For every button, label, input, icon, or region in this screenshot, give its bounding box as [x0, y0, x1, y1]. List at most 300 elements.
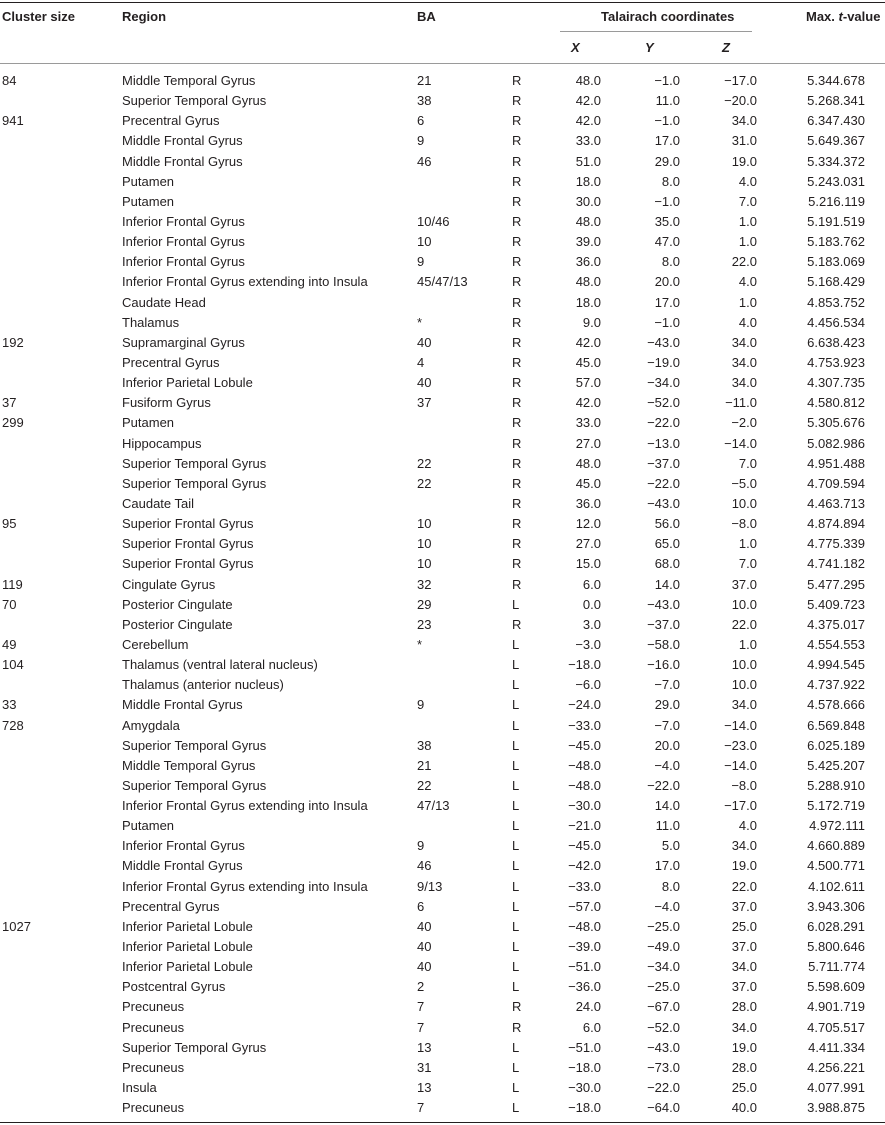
region-cell: Precentral Gyrus	[122, 113, 220, 129]
hemisphere-cell: L	[512, 677, 520, 693]
table-row	[0, 513, 885, 533]
cluster-size-cell: 37	[2, 395, 17, 411]
table-row	[0, 654, 885, 674]
x-coordinate-cell: 12.0	[575, 516, 601, 532]
hemisphere-cell: L	[512, 898, 520, 914]
max-t-value-cell: 4.737.922	[807, 677, 865, 693]
y-coordinate-cell: 17.0	[654, 858, 680, 874]
table-row	[0, 594, 885, 614]
ba-cell: 9	[417, 697, 425, 713]
x-coordinate-cell: 33.0	[575, 133, 601, 149]
max-t-value-cell: 6.569.848	[807, 717, 865, 733]
region-cell: Precentral Gyrus	[122, 898, 220, 914]
x-coordinate-cell: −18.0	[568, 1059, 601, 1075]
z-coordinate-cell: 10.0	[731, 677, 757, 693]
z-coordinate-cell: 19.0	[731, 858, 757, 874]
y-coordinate-cell: 29.0	[654, 697, 680, 713]
hemisphere-cell: L	[512, 697, 520, 713]
x-coordinate-cell: −45.0	[568, 737, 601, 753]
hemisphere-cell: R	[512, 395, 522, 411]
max-t-value-cell: 4.102.611	[808, 878, 865, 894]
z-coordinate-cell: −11.0	[725, 395, 757, 411]
z-coordinate-cell: 37.0	[731, 898, 757, 914]
hemisphere-cell: L	[512, 777, 520, 793]
y-coordinate-cell: −4.0	[654, 757, 680, 773]
max-t-value-cell: 4.660.889	[807, 838, 865, 854]
table-row	[0, 553, 885, 573]
z-coordinate-cell: 34.0	[731, 334, 757, 350]
x-coordinate-cell: 36.0	[575, 495, 601, 511]
ba-cell: 10	[417, 536, 432, 552]
hemisphere-cell: R	[512, 556, 522, 572]
x-coordinate-cell: −45.0	[568, 838, 601, 854]
max-t-value-cell: 4.077.991	[807, 1080, 865, 1096]
ba-cell: 29	[417, 596, 432, 612]
region-cell: Thalamus (ventral lateral nucleus)	[122, 657, 318, 673]
ba-cell: 38	[417, 737, 432, 753]
hemisphere-cell: L	[512, 717, 520, 733]
y-coordinate-cell: −37.0	[647, 455, 680, 471]
region-cell: Superior Temporal Gyrus	[122, 455, 267, 471]
ba-cell: 21	[417, 73, 432, 88]
x-coordinate-cell: 48.0	[575, 213, 601, 229]
z-coordinate-cell: 4.0	[738, 173, 757, 189]
x-coordinate-cell: 9.0	[582, 314, 601, 330]
hemisphere-cell: R	[512, 536, 522, 552]
region-cell: Superior Temporal Gyrus	[122, 1039, 267, 1055]
z-coordinate-cell: 10.0	[731, 596, 757, 612]
ba-cell: 10	[417, 516, 432, 532]
x-coordinate-cell: −42.0	[568, 858, 601, 874]
table-row	[0, 352, 885, 372]
y-coordinate-cell: 17.0	[654, 294, 680, 310]
hemisphere-cell: R	[512, 234, 522, 250]
max-t-value-cell: 4.709.594	[807, 475, 865, 491]
x-coordinate-cell: 48.0	[575, 73, 601, 88]
max-t-value-cell: 4.463.713	[807, 495, 865, 511]
hemisphere-cell: R	[512, 294, 522, 310]
max-t-value-cell: 5.172.719	[807, 798, 865, 814]
y-coordinate-cell: 8.0	[661, 173, 680, 189]
hemisphere-cell: R	[512, 576, 522, 592]
cluster-size-cell: 95	[2, 516, 17, 532]
cluster-size-cell: 49	[2, 636, 17, 652]
hemisphere-cell: L	[512, 596, 520, 612]
table-row	[0, 1077, 885, 1097]
y-coordinate-cell: 11.0	[655, 93, 680, 109]
cluster-size-cell: 119	[2, 576, 23, 592]
max-t-value-cell: 4.411.334	[808, 1039, 865, 1055]
y-coordinate-cell: −25.0	[647, 918, 680, 934]
max-t-value-cell: 4.775.339	[807, 536, 865, 552]
header-ba: BA	[417, 9, 436, 24]
y-coordinate-cell: 68.0	[654, 556, 680, 572]
max-t-value-cell: 3.988.875	[807, 1100, 865, 1116]
table-body	[0, 70, 885, 1117]
x-coordinate-cell: −18.0	[568, 1100, 601, 1116]
hemisphere-cell: L	[512, 1080, 520, 1096]
y-coordinate-cell: −43.0	[647, 334, 680, 350]
z-coordinate-cell: 40.0	[731, 1100, 757, 1116]
max-t-value-cell: 5.598.609	[807, 979, 865, 995]
y-coordinate-cell: −1.0	[654, 193, 680, 209]
table-row	[0, 1057, 885, 1077]
table-row	[0, 876, 885, 896]
header-t-italic: t	[838, 9, 843, 24]
ba-cell: 47/13	[417, 798, 450, 814]
ba-cell: 9/13	[417, 878, 443, 894]
table-row	[0, 151, 885, 171]
ba-cell: 10	[417, 556, 432, 572]
cluster-size-cell: 33	[2, 697, 17, 713]
region-cell: Middle Frontal Gyrus	[122, 697, 243, 713]
x-coordinate-cell: 18.0	[575, 173, 601, 189]
z-coordinate-cell: 37.0	[731, 576, 757, 592]
bottom-rule	[0, 1122, 885, 1123]
ba-cell: 10/46	[417, 213, 450, 229]
region-cell: Precentral Gyrus	[122, 354, 220, 370]
region-cell: Inferior Frontal Gyrus extending into Insula	[122, 798, 368, 814]
x-coordinate-cell: −48.0	[568, 757, 601, 773]
table-row	[0, 392, 885, 412]
y-coordinate-cell: −34.0	[647, 959, 680, 975]
table-row	[0, 130, 885, 150]
z-coordinate-cell: 7.0	[738, 193, 757, 209]
z-coordinate-cell: 7.0	[738, 455, 757, 471]
z-coordinate-cell: 4.0	[738, 274, 757, 290]
max-t-value-cell: 5.183.069	[807, 254, 865, 270]
y-coordinate-cell: 8.0	[661, 878, 680, 894]
hemisphere-cell: R	[512, 254, 522, 270]
hemisphere-cell: L	[512, 838, 520, 854]
max-t-value-cell: 5.711.774	[808, 959, 865, 975]
z-coordinate-cell: −23.0	[724, 737, 757, 753]
ba-cell: 9	[417, 254, 425, 270]
max-t-value-cell: 4.741.182	[807, 556, 865, 572]
region-cell: Posterior Cingulate	[122, 616, 233, 632]
max-t-value-cell: 4.705.517	[807, 1019, 865, 1035]
x-coordinate-cell: −48.0	[568, 777, 601, 793]
y-coordinate-cell: 11.0	[655, 818, 680, 834]
z-coordinate-cell: 1.0	[738, 294, 757, 310]
max-t-value-cell: 6.025.189	[807, 737, 865, 753]
max-t-value-cell: 4.753.923	[807, 354, 865, 370]
header-max-prefix: Max.	[806, 9, 839, 24]
max-t-value-cell: 4.901.719	[807, 999, 865, 1015]
max-t-value-cell: 5.344.678	[807, 73, 865, 88]
max-t-value-cell: 5.216.119	[808, 193, 865, 209]
y-coordinate-cell: −67.0	[647, 999, 680, 1015]
table-row	[0, 815, 885, 835]
region-cell: Cingulate Gyrus	[122, 576, 216, 592]
hemisphere-cell: L	[512, 918, 520, 934]
max-t-value-cell: 6.347.430	[807, 113, 865, 129]
ba-cell: 13	[417, 1039, 432, 1055]
region-cell: Putamen	[122, 173, 175, 189]
y-coordinate-cell: 14.0	[654, 798, 680, 814]
table-row	[0, 574, 885, 594]
top-rule	[0, 2, 885, 3]
x-coordinate-cell: 18.0	[575, 294, 601, 310]
region-cell: Superior Temporal Gyrus	[122, 475, 267, 491]
cluster-size-cell: 728	[2, 717, 24, 733]
y-coordinate-cell: 14.0	[654, 576, 680, 592]
region-cell: Inferior Parietal Lobule	[122, 959, 253, 975]
x-coordinate-cell: −36.0	[568, 979, 601, 995]
table-row	[0, 1037, 885, 1057]
hemisphere-cell: R	[512, 999, 522, 1015]
hemisphere-cell: L	[512, 657, 520, 673]
z-coordinate-cell: −8.0	[731, 516, 757, 532]
z-coordinate-cell: 1.0	[738, 213, 757, 229]
region-cell: Inferior Frontal Gyrus	[122, 234, 245, 250]
max-t-value-cell: 4.994.545	[807, 657, 865, 673]
y-coordinate-cell: 17.0	[654, 133, 680, 149]
y-coordinate-cell: −16.0	[647, 657, 680, 673]
x-coordinate-cell: 39.0	[575, 234, 601, 250]
y-coordinate-cell: −49.0	[647, 939, 680, 955]
x-coordinate-cell: 42.0	[575, 334, 601, 350]
region-cell: Caudate Head	[122, 294, 206, 310]
hemisphere-cell: R	[512, 455, 522, 471]
table-row	[0, 292, 885, 312]
ba-cell: 10	[417, 234, 432, 250]
max-t-value-cell: 5.425.207	[807, 757, 865, 773]
region-cell: Inferior Frontal Gyrus	[122, 254, 245, 270]
table-row	[0, 775, 885, 795]
x-coordinate-cell: −3.0	[575, 636, 601, 652]
hemisphere-cell: R	[512, 193, 522, 209]
region-cell: Thalamus	[122, 314, 180, 330]
z-coordinate-cell: 37.0	[731, 939, 757, 955]
ba-cell: 4	[417, 354, 425, 370]
table-row	[0, 795, 885, 815]
table-row	[0, 90, 885, 110]
table-row	[0, 694, 885, 714]
x-coordinate-cell: −30.0	[568, 798, 601, 814]
region-cell: Superior Temporal Gyrus	[122, 93, 267, 109]
region-cell: Middle Temporal Gyrus	[122, 757, 256, 773]
y-coordinate-cell: −22.0	[647, 475, 680, 491]
hemisphere-cell: R	[512, 375, 522, 391]
x-coordinate-cell: −33.0	[568, 717, 601, 733]
table-row	[0, 231, 885, 251]
z-coordinate-cell: −20.0	[724, 93, 757, 109]
ba-cell: 22	[417, 475, 432, 491]
table-row	[0, 634, 885, 654]
y-coordinate-cell: −64.0	[647, 1100, 680, 1116]
y-coordinate-cell: 8.0	[661, 254, 680, 270]
x-coordinate-cell: 42.0	[575, 395, 601, 411]
region-cell: Inferior Frontal Gyrus extending into Insula	[122, 274, 368, 290]
x-coordinate-cell: 27.0	[575, 435, 601, 451]
cluster-size-cell: 104	[2, 657, 24, 673]
y-coordinate-cell: 5.0	[661, 838, 680, 854]
region-cell: Middle Frontal Gyrus	[122, 858, 243, 874]
region-cell: Precuneus	[122, 1019, 185, 1035]
hemisphere-cell: R	[512, 516, 522, 532]
z-coordinate-cell: −14.0	[724, 757, 757, 773]
y-coordinate-cell: −52.0	[647, 1019, 680, 1035]
region-cell: Superior Frontal Gyrus	[122, 556, 254, 572]
x-coordinate-cell: 48.0	[575, 455, 601, 471]
coords-subrule	[560, 31, 752, 32]
ba-cell: 7	[417, 999, 425, 1015]
hemisphere-cell: R	[512, 153, 522, 169]
region-cell: Fusiform Gyrus	[122, 395, 211, 411]
z-coordinate-cell: 1.0	[738, 536, 757, 552]
hemisphere-cell: L	[512, 979, 520, 995]
x-coordinate-cell: 24.0	[575, 999, 601, 1015]
ba-cell: 40	[417, 939, 432, 955]
y-coordinate-cell: −7.0	[654, 717, 680, 733]
hemisphere-cell: R	[512, 213, 522, 229]
x-coordinate-cell: 42.0	[575, 93, 601, 109]
x-coordinate-cell: 48.0	[575, 274, 601, 290]
hemisphere-cell: L	[512, 1059, 520, 1075]
ba-cell: 7	[417, 1019, 425, 1035]
z-coordinate-cell: −14.0	[724, 717, 757, 733]
y-coordinate-cell: −1.0	[654, 113, 680, 129]
region-cell: Inferior Parietal Lobule	[122, 375, 253, 391]
x-coordinate-cell: 33.0	[575, 415, 601, 431]
hemisphere-cell: L	[512, 878, 520, 894]
z-coordinate-cell: 34.0	[731, 113, 757, 129]
ba-cell: 31	[417, 1059, 432, 1075]
ba-cell: 9	[417, 838, 425, 854]
ba-cell: 21	[417, 757, 432, 773]
region-cell: Inferior Frontal Gyrus	[122, 213, 245, 229]
table-row	[0, 996, 885, 1016]
ba-cell: 6	[417, 898, 425, 914]
cluster-size-cell: 1027	[2, 918, 31, 934]
z-coordinate-cell: 7.0	[738, 556, 757, 572]
ba-cell: 13	[417, 1080, 432, 1096]
table-row	[0, 614, 885, 634]
y-coordinate-cell: 20.0	[654, 737, 680, 753]
hemisphere-cell: L	[512, 737, 520, 753]
hemisphere-cell: L	[512, 939, 520, 955]
header-value-suffix: -value	[842, 9, 881, 24]
x-coordinate-cell: −39.0	[568, 939, 601, 955]
x-coordinate-cell: 36.0	[575, 254, 601, 270]
max-t-value-cell: 5.305.676	[807, 415, 865, 431]
y-coordinate-cell: −37.0	[647, 616, 680, 632]
cluster-size-cell: 299	[2, 415, 24, 431]
ba-cell: *	[417, 636, 423, 652]
max-t-value-cell: 4.554.553	[807, 636, 865, 652]
max-t-value-cell: 4.578.666	[807, 697, 865, 713]
max-t-value-cell: 5.288.910	[807, 777, 865, 793]
table-row	[0, 1097, 885, 1117]
max-t-value-cell: 5.477.295	[807, 576, 865, 592]
z-coordinate-cell: −8.0	[731, 777, 757, 793]
region-cell: Postcentral Gyrus	[122, 979, 226, 995]
y-coordinate-cell: 29.0	[654, 153, 680, 169]
table-row	[0, 916, 885, 936]
z-coordinate-cell: 34.0	[731, 697, 757, 713]
hemisphere-cell: R	[512, 93, 522, 109]
hemisphere-cell: R	[512, 1019, 522, 1035]
x-coordinate-cell: −30.0	[568, 1080, 601, 1096]
hemisphere-cell: R	[512, 274, 522, 290]
region-cell: Supramarginal Gyrus	[122, 334, 245, 350]
x-coordinate-cell: 27.0	[575, 536, 601, 552]
z-coordinate-cell: 31.0	[731, 133, 757, 149]
hemisphere-cell: R	[512, 616, 522, 632]
header-y: Y	[645, 40, 654, 55]
y-coordinate-cell: 20.0	[654, 274, 680, 290]
region-cell: Thalamus (anterior nucleus)	[122, 677, 284, 693]
table-row	[0, 110, 885, 130]
x-coordinate-cell: 51.0	[575, 153, 601, 169]
region-cell: Posterior Cingulate	[122, 596, 233, 612]
max-t-value-cell: 5.334.372	[807, 153, 865, 169]
x-coordinate-cell: −57.0	[568, 898, 601, 914]
x-coordinate-cell: −18.0	[568, 657, 601, 673]
table-row	[0, 271, 885, 291]
y-coordinate-cell: −43.0	[647, 495, 680, 511]
hemisphere-cell: L	[512, 959, 520, 975]
ba-cell: 46	[417, 153, 432, 169]
region-cell: Putamen	[122, 193, 175, 209]
y-coordinate-cell: 35.0	[654, 213, 680, 229]
y-coordinate-cell: −19.0	[647, 354, 680, 370]
x-coordinate-cell: −51.0	[568, 959, 601, 975]
hemisphere-cell: R	[512, 173, 522, 189]
y-coordinate-cell: −52.0	[647, 395, 680, 411]
region-cell: Putamen	[122, 415, 175, 431]
z-coordinate-cell: 22.0	[731, 616, 757, 632]
region-cell: Precuneus	[122, 999, 185, 1015]
z-coordinate-cell: 28.0	[731, 1059, 757, 1075]
region-cell: Inferior Frontal Gyrus	[122, 838, 245, 854]
x-coordinate-cell: 45.0	[575, 354, 601, 370]
z-coordinate-cell: 22.0	[731, 878, 757, 894]
z-coordinate-cell: 19.0	[731, 153, 757, 169]
region-cell: Superior Temporal Gyrus	[122, 777, 267, 793]
z-coordinate-cell: −5.0	[731, 475, 757, 491]
z-coordinate-cell: −17.0	[724, 73, 757, 88]
table-row	[0, 674, 885, 694]
z-coordinate-cell: 22.0	[731, 254, 757, 270]
table-row	[0, 493, 885, 513]
z-coordinate-cell: 34.0	[731, 375, 757, 391]
hemisphere-cell: R	[512, 314, 522, 330]
ba-cell: 37	[417, 395, 432, 411]
hemisphere-cell: R	[512, 133, 522, 149]
ba-cell: 45/47/13	[417, 274, 468, 290]
ba-cell: 22	[417, 777, 432, 793]
x-coordinate-cell: 45.0	[575, 475, 601, 491]
max-t-value-cell: 5.243.031	[807, 173, 865, 189]
cluster-size-cell: 84	[2, 73, 17, 88]
max-t-value-cell: 3.943.306	[807, 898, 865, 914]
max-t-value-cell: 5.168.429	[807, 274, 865, 290]
x-coordinate-cell: −51.0	[568, 1039, 601, 1055]
x-coordinate-cell: 6.0	[582, 1019, 601, 1035]
y-coordinate-cell: −22.0	[647, 777, 680, 793]
table-row	[0, 835, 885, 855]
max-t-value-cell: 4.951.488	[807, 455, 865, 471]
x-coordinate-cell: 57.0	[575, 375, 601, 391]
cluster-size-cell: 70	[2, 596, 17, 612]
x-coordinate-cell: −24.0	[568, 697, 601, 713]
y-coordinate-cell: −22.0	[647, 1080, 680, 1096]
max-t-value-cell: 4.853.752	[807, 294, 865, 310]
y-coordinate-cell: −1.0	[654, 73, 680, 88]
table-row	[0, 70, 885, 90]
